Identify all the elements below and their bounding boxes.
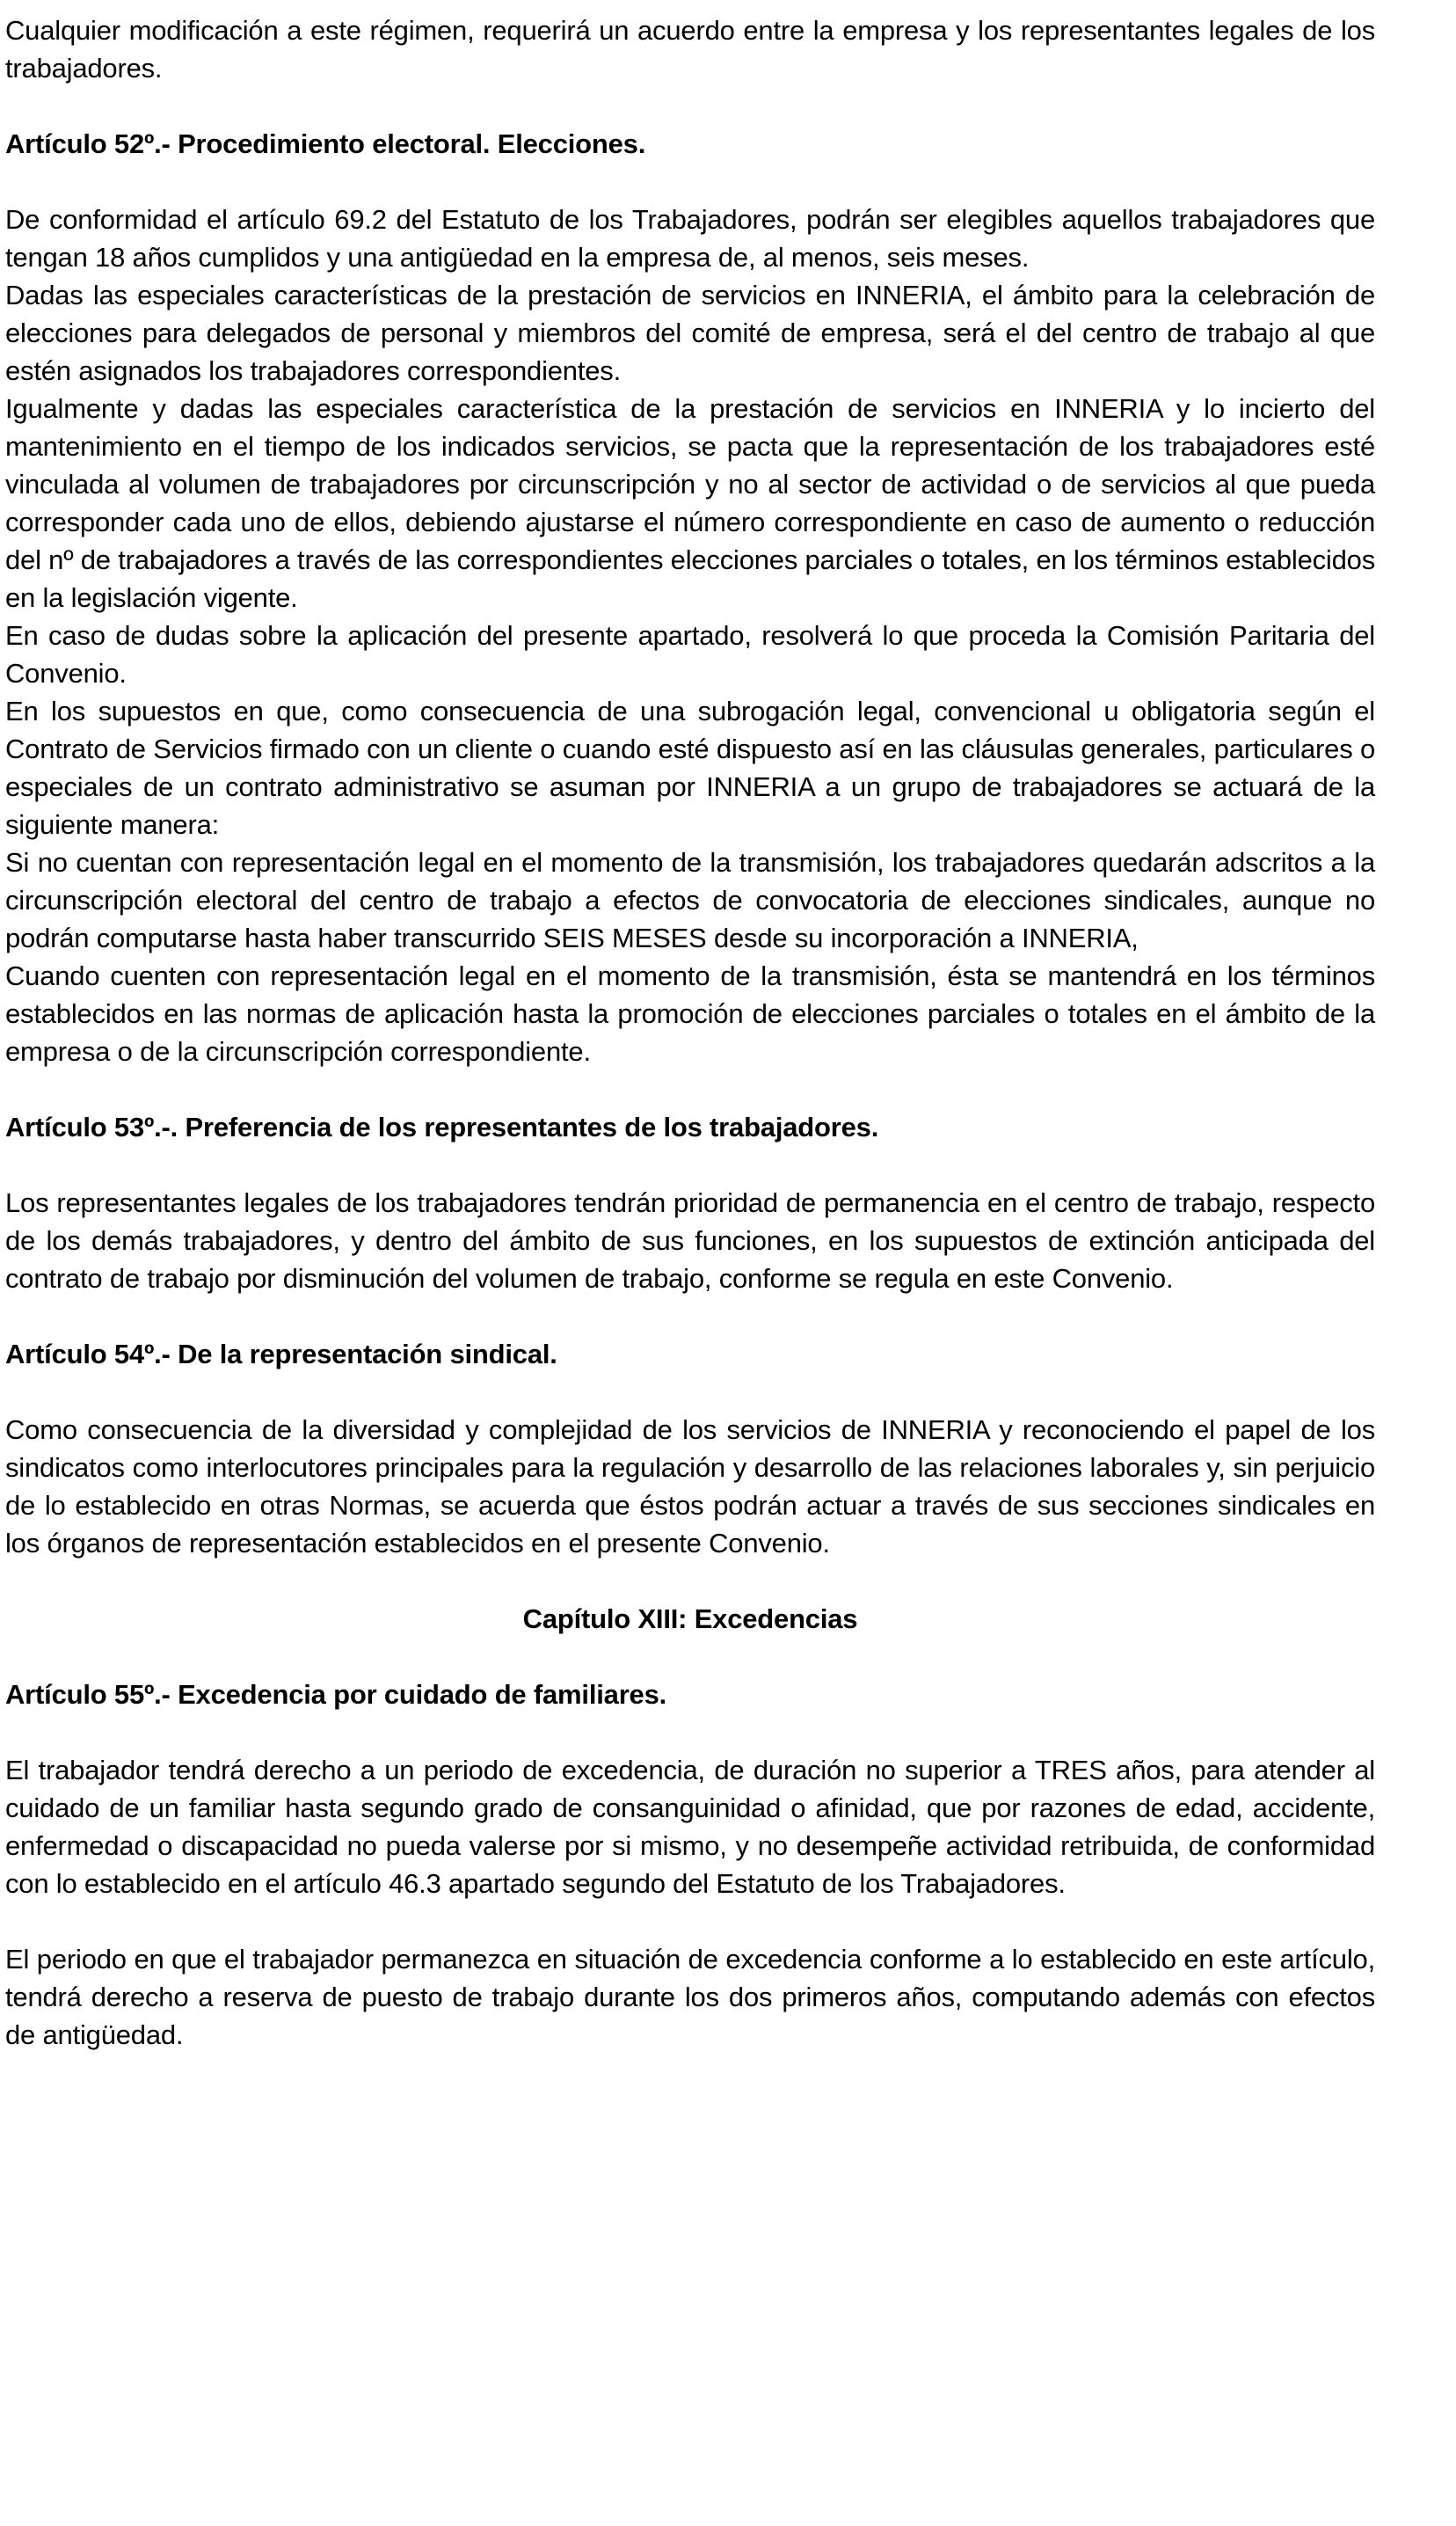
paragraph: Igualmente y dadas las especiales característica de la prestación de servicios en INNERIA y lo incierto del mantenimiento en el tiempo de los indicados servicios, se pacta que la representación de los trabajadores esté vinculada al volumen de trabajadores por circunscripción y no al sector de actividad o de servicios al que pueda corresponder cada uno de ellos, debiendo ajustarse el número correspondiente en caso de aumento o reducción del nº de trabajadores a través de las correspondientes elecciones parciales o totales, en los términos establecidos en la legislación vigente. (5, 393, 1375, 613)
paragraph: En caso de dudas sobre la aplicación del presente apartado, resolverá lo que proceda la Comisión Paritaria del Convenio. (5, 620, 1375, 689)
article-heading: Artículo 52º.- Procedimiento electoral. Elecciones. (5, 128, 646, 159)
paragraph: Dadas las especiales características de la prestación de servicios en INNERIA, el ámbito para la celebración de elecciones para delegados de personal y miembros del comité de empresa, será el del centro de trabajo al que estén asignados los trabajadores correspondientes. (5, 280, 1375, 386)
chapter-heading: Capítulo XIII: Excedencias (522, 1603, 858, 1634)
paragraph: En los supuestos en que, como consecuencia de una subrogación legal, convencional u obligatoria según el Contrato de Servicios firmado con un cliente o cuando esté dispuesto así en las cláusulas generales, particulares o especiales de un contrato administrativo se asuman por INNERIA a un grupo de trabajadores se actuará de la siguiente manera: (5, 696, 1375, 840)
paragraph: Cualquier modificación a este régimen, requerirá un acuerdo entre la empresa y los representantes legales de los trabajadores. (5, 15, 1375, 84)
article-heading: Artículo 54º.- De la representación sindical. (5, 1339, 557, 1369)
paragraph: Como consecuencia de la diversidad y complejidad de los servicios de INNERIA y reconociendo el papel de los sindicatos como interlocutores principales para la regulación y desarrollo de las relaciones laborales y, sin perjuicio de lo establecido en otras Normas, se acuerda que éstos podrán actuar a través de sus secciones sindicales en los órganos de representación establecidos en el presente Convenio. (5, 1414, 1375, 1559)
paragraph: El periodo en que el trabajador permanezca en situación de excedencia conforme a lo establecido en este artículo, tendrá derecho a reserva de puesto de trabajo durante los dos primeros años, computando además con efectos de antigüedad. (5, 1944, 1375, 2050)
paragraph: Cuando cuenten con representación legal en el momento de la transmisión, ésta se mantendrá en los términos establecidos en las normas de aplicación hasta la promoción de elecciones parciales o totales en el ámbito de la empresa o de la circunscripción correspondiente. (5, 960, 1375, 1067)
paragraph: Los representantes legales de los trabajadores tendrán prioridad de permanencia en el centro de trabajo, respecto de los demás trabajadores, y dentro del ámbito de sus funciones, en los supuestos de extinción anticipada del contrato de trabajo por disminución del volumen de trabajo, conforme se regula en este Convenio. (5, 1187, 1375, 1294)
article-heading: Artículo 53º.-. Preferencia de los representantes de los trabajadores. (5, 1112, 879, 1143)
paragraph: De conformidad el artículo 69.2 del Estatuto de los Trabajadores, podrán ser elegibles aquellos trabajadores que tengan 18 años cumplidos y una antigüedad en la empresa de, al menos, seis meses. (5, 204, 1375, 273)
paragraph: El trabajador tendrá derecho a un periodo de excedencia, de duración no superior a TRES años, para atender al cuidado de un familiar hasta segundo grado de consanguinidad o afinidad, que por razones de edad, accidente, enfermedad o discapacidad no pueda valerse por si mismo, y no desempeñe actividad retribuida, de conformidad con lo establecido en el artículo 46.3 apartado segundo del Estatuto de los Trabajadores. (5, 1755, 1375, 1899)
article-heading: Artículo 55º.- Excedencia por cuidado de familiares. (5, 1679, 667, 1710)
paragraph: Si no cuentan con representación legal en el momento de la transmisión, los trabajadores quedarán adscritos a la circunscripción electoral del centro de trabajo a efectos de convocatoria de elecciones sindicales, aunque no podrán computarse hasta haber transcurrido SEIS MESES desde su incorporación a INNERIA, (5, 847, 1375, 953)
